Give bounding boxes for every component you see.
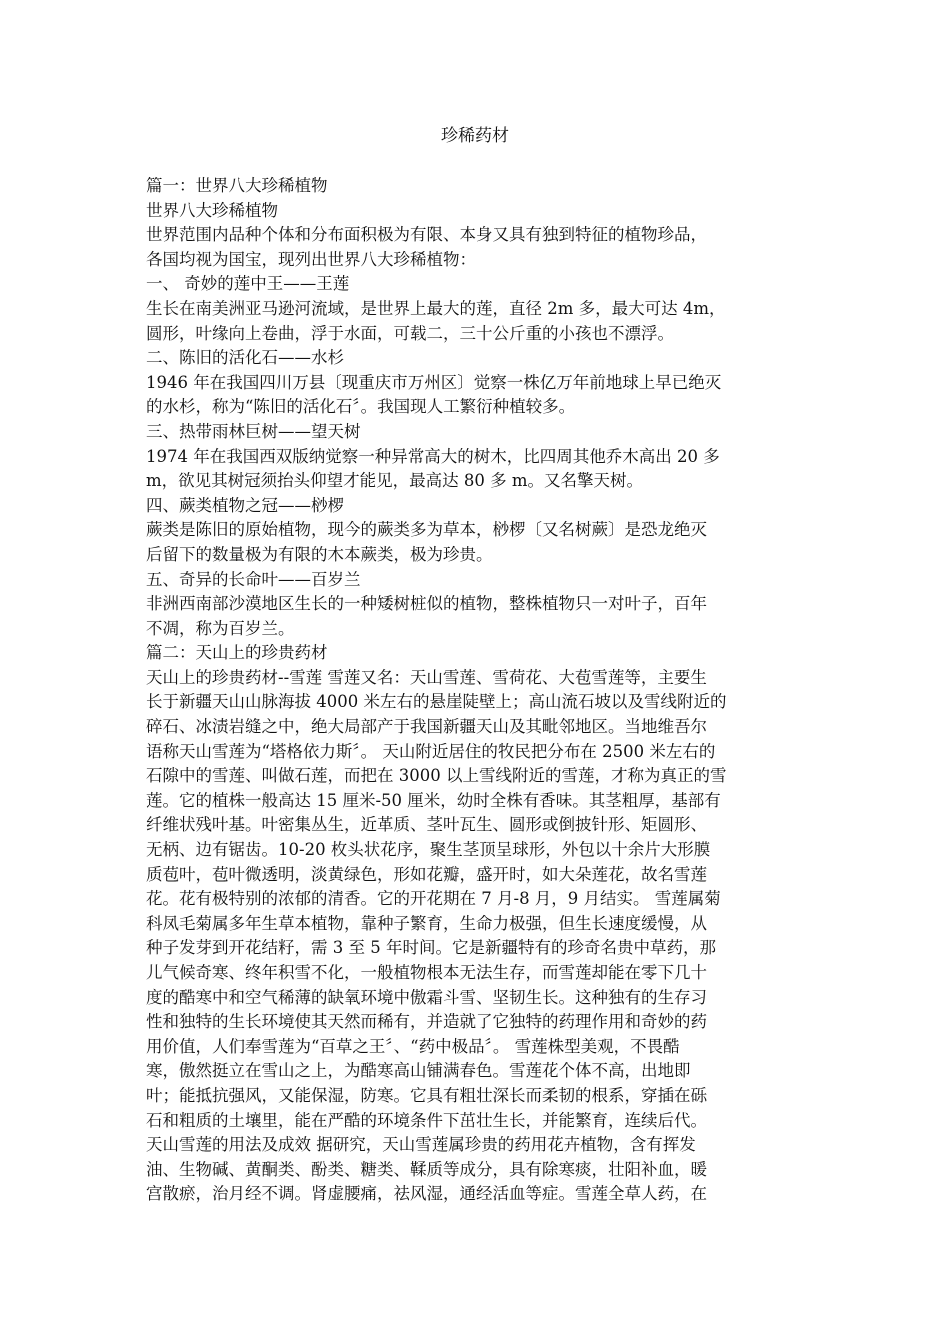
text-line: 油、生物碱、黄酮类、酚类、糖类、鞣质等成分，具有除寒痰，壮阳补血，暖 — [146, 1159, 707, 1179]
text-line: 1946 年在我国四川万县〔现重庆市万州区〕觉察一株亿万年前地球上早已绝灭 — [146, 372, 722, 392]
text-line: 圆形，叶缘向上卷曲，浮于水面，可载二，三十公斤重的小孩也不漂浮。 — [146, 323, 674, 343]
text-line: 科凤毛菊属多年生草本植物，靠种子繁育，生命力极强，但生长速度缓慢，从 — [146, 913, 707, 933]
text-line: 1974 年在我国西双版纳觉察一种异常高大的树木，比四周其他乔木高出 20 多 — [146, 446, 720, 466]
text-line: 五、奇异的长命叶——百岁兰 — [146, 569, 361, 589]
text-line: 纤维状残叶基。叶密集丛生，近革质、茎叶瓦生、圆形或倒披针形、矩圆形、 — [146, 815, 707, 835]
text-line: 长于新疆天山山脉海拔 4000 米左右的悬崖陡壁上；高山流石坡以及雪线附近的 — [146, 692, 727, 712]
document-title: 珍稀药材 — [441, 126, 509, 146]
text-line: 不凋，称为百岁兰。 — [146, 618, 295, 638]
text-line: 后留下的数量极为有限的木本蕨类，极为珍贵。 — [146, 544, 493, 564]
text-line: 性和独特的生长环境使其天然而稀有，并造就了它独特的药理作用和奇妙的药 — [146, 1012, 707, 1032]
text-line: 世界八大珍稀植物 — [146, 200, 278, 220]
text-line: 蕨类是陈旧的原始植物，现今的蕨类多为草本，桫椤〔又名树蕨〕是恐龙绝灭 — [146, 520, 707, 540]
text-line: 莲。它的植株一般高达 15 厘米-50 厘米，幼时全株有香味。其茎粗厚，基部有 — [146, 790, 721, 810]
text-line: 用价值，人们奉雪莲为“百草之王〞、“药中极品〞。 雪莲株型美观，不畏酷 — [146, 1036, 680, 1056]
text-line: 世界范围内品种个体和分布面积极为有限、本身又具有独到特征的植物珍品， — [146, 225, 707, 245]
text-line: 度的酷寒中和空气稀薄的缺氧环境中傲霜斗雪、坚韧生长。这种独有的生存习 — [146, 987, 707, 1007]
text-line: 的水杉，称为“陈旧的活化石〞。我国现人工繁衍种植较多。 — [146, 397, 576, 417]
text-line: 四、蕨类植物之冠——桫椤 — [146, 495, 344, 515]
document-body — [146, 174, 806, 1207]
text-line: 篇一：世界八大珍稀植物 — [146, 176, 328, 195]
text-line: 语称天山雪莲为“塔格依力斯〞。 天山附近居住的牧民把分布在 2500 米左右的 — [146, 741, 716, 761]
text-line: 宫散瘀，治月经不调。肾虚腰痛，祛风湿，通经活血等症。雪莲全草人药，在 — [146, 1184, 707, 1204]
text-line: 碎石、冰渍岩缝之中，绝大局部产于我国新疆天山及其毗邻地区。当地维吾尔 — [146, 717, 707, 737]
text-line: 石和粗质的土壤里，能在严酷的环境条件下茁壮生长，并能繁育，连续后代。 — [146, 1110, 707, 1130]
text-line: m，欲见其树冠须抬头仰望才能见，最高达 80 多 m。又名擎天树。 — [146, 471, 644, 491]
text-line: 叶；能抵抗强风，又能保湿，防寒。它具有粗壮深长而柔韧的根系，穿插在砾 — [146, 1085, 707, 1105]
text-line: 三、热带雨林巨树——望天树 — [146, 421, 361, 441]
text-line: 各国均视为国宝，现列出世界八大珍稀植物： — [146, 249, 476, 269]
text-line: 花。花有极特别的浓郁的清香。它的开花期在 7 月-8 月，9 月结实。 雪莲属菊 — [146, 889, 721, 909]
text-line: 质苞叶，苞叶微透明，淡黄绿色，形如花瓣，盛开时，如大朵莲花，故名雪莲 — [146, 864, 707, 884]
text-line: 石隙中的雪莲、叫做石莲，而把在 3000 以上雪线附近的雪莲，才称为真正的雪 — [146, 766, 727, 786]
text-line: 儿气候奇寒、终年积雪不化，一般植物根本无法生存，而雪莲却能在零下几十 — [146, 963, 707, 982]
text-line: 非洲西南部沙漠地区生长的一种矮树桩似的植物，整株植物只一对叶子，百年 — [146, 594, 707, 614]
text-line: 生长在南美洲亚马逊河流域，是世界上最大的莲，直径 2m 多，最大可达 4m， — [146, 298, 726, 318]
text-line: 天山雪莲的用法及成效 据研究，天山雪莲属珍贵的药用花卉植物，含有挥发 — [146, 1135, 696, 1155]
text-line: 二、陈旧的活化石——水杉 — [146, 348, 344, 368]
text-line: 篇二：天山上的珍贵药材 — [146, 643, 328, 663]
text-line: 无柄、边有锯齿。10-20 枚头状花序，聚生茎顶呈球形，外包以十余片大形膜 — [146, 840, 711, 860]
text-line: 天山上的珍贵药材--雪莲 雪莲又名：天山雪莲、雪荷花、大苞雪莲等，主要生 — [146, 667, 707, 687]
text-line: 一、 奇妙的莲中王——王莲 — [146, 274, 350, 294]
text-line: 种子发芽到开花结籽，需 3 至 5 年时间。它是新疆特有的珍奇名贵中草药，那 — [146, 938, 716, 958]
text-line: 寒，傲然挺立在雪山之上，为酷寒高山铺满春色。雪莲花个体不高，出地即 — [146, 1061, 691, 1081]
